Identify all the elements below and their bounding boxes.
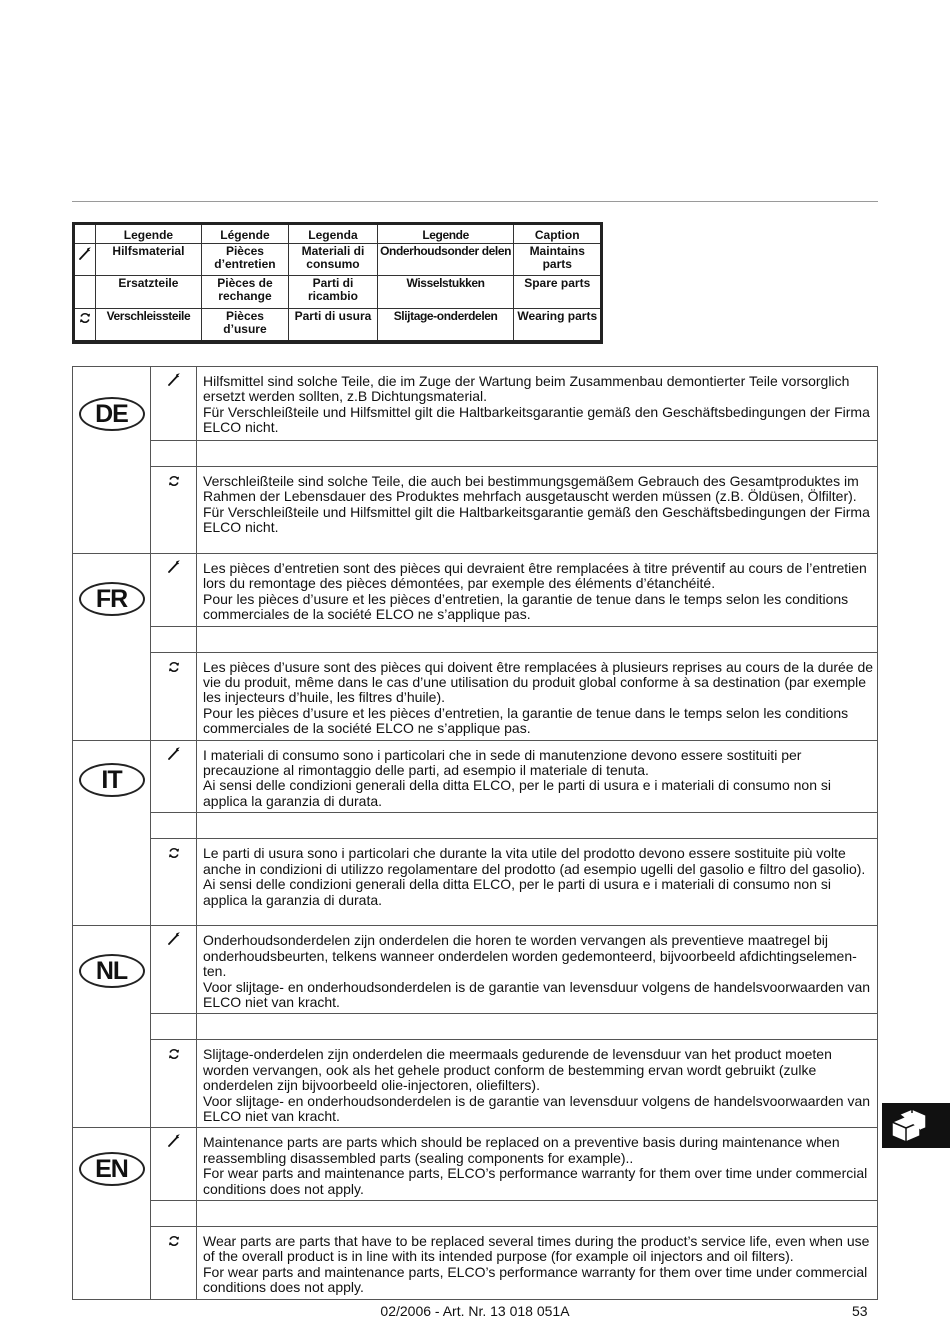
legend-cell: Verschleissteile	[96, 309, 202, 342]
legend-table	[72, 222, 603, 344]
wear-parts-text: Verschleißteile sind solche Teile, die auch bei bestimmungsgemäßem Gebrauch des Gesamtproduktes im Rahmen der Lebensdauer des Produktes mehrfach ausgetauscht werden müssen (z.B. Öldüsen, Ölfilter). Für Verschleißteile und Hilfsmittel gilt die Haltbarkeitsgarantie gemäß den Geschäftsbedingungen der Firma ELCO nicht.	[197, 467, 878, 554]
legend-row-maintenance	[74, 244, 602, 276]
empty-text-cell	[197, 813, 878, 839]
legend-cell: Pièces d’entretien	[201, 244, 288, 276]
legend-cell: Wisselstukken	[377, 276, 514, 309]
legend-header: Legenda	[289, 224, 378, 244]
legend-cell: Maintains parts	[514, 244, 602, 276]
maintenance-parts-text: Hilfsmittel sind solche Teile, die im Zuge der Wartung beim Zusammenbau demontierter Teile vorsorglich ersetzt werden sollten, z.B Dichtungsmaterial. Für Verschleißteile und Hilfsmittel gilt die Haltbarkeitsgarantie gemäß den Geschäftsbedingungen der Firma ELCO nicht.	[197, 367, 878, 441]
legend-icon-cell	[74, 309, 96, 342]
wrench-icon	[167, 746, 181, 760]
legend-header: Caption	[514, 224, 602, 244]
section-row-maintenance	[73, 1128, 878, 1201]
section-row-spare	[73, 813, 878, 839]
section-row-wear	[73, 1226, 878, 1299]
language-badge: FR	[79, 582, 145, 616]
cycle-icon	[167, 1047, 181, 1061]
section-row-maintenance	[73, 740, 878, 813]
section-row-spare	[73, 441, 878, 467]
legend-header: Legende	[377, 224, 514, 244]
wrench-icon	[78, 246, 92, 260]
icon-cell	[151, 1040, 197, 1128]
icon-cell	[151, 1128, 197, 1201]
section-row-maintenance	[73, 926, 878, 1014]
maintenance-parts-text: I materiali di consumo sono i particolari che in sede di manutenzione devono essere sostituiti per precauzione al rimontaggio delle parti, ad esempio il materiale di tenuta. Ai sensi delle condizioni generali della ditta ELCO, per le parti di usura e i materiali di consumo non si applica la garanzia di durata.	[197, 740, 878, 813]
legend-cell: Onderhoudsonder delen	[377, 244, 514, 276]
legend-cell: Pièces d’usure	[201, 309, 288, 342]
language-cell	[73, 367, 151, 554]
legend-cell: Materiali di consumo	[289, 244, 378, 276]
icon-cell	[151, 367, 197, 441]
wear-parts-text: Le parti di usura sono i particolari che durante la vita utile del prodotto devono essere sostituite più volte anche in condizioni di utilizzo regolamentare del prodotto (ad esempio ugelli del gasolio e filtro del gasolio). Ai sensi delle condizioni generali della ditta ELCO, per le parti di usura e i materiali di consumo non si applica la garanzia di durata.	[197, 839, 878, 926]
legend-header-row	[74, 224, 602, 244]
language-cell	[73, 740, 151, 926]
legend-icon-cell	[74, 244, 96, 276]
language-badge: IT	[79, 763, 145, 797]
icon-cell	[151, 740, 197, 813]
icon-cell	[151, 652, 197, 740]
empty-text-cell	[197, 626, 878, 652]
legend-cell: Parti di usura	[289, 309, 378, 342]
icon-cell	[151, 1226, 197, 1299]
legend-row-wear	[74, 309, 602, 342]
wear-parts-text: Les pièces d’usure sont des pièces qui doivent être remplacées à plusieurs reprises au cours de la durée de vie du produit, même dans le cas d’une utilisation du produit global conforme à sa destination (par exemple les injecteurs d’huile, les filtres d’huile). Pour les pièces d’usure et les pièces d’entretien, la garantie de tenue dans le temps selon les conditions commerciales de la société ELCO ne s’applique pas.	[197, 652, 878, 740]
icon-cell	[151, 839, 197, 926]
language-cell	[73, 554, 151, 741]
icon-cell	[151, 626, 197, 652]
language-badge: EN	[79, 1152, 145, 1186]
section-row-wear	[73, 652, 878, 740]
language-cell	[73, 1128, 151, 1299]
legend-icon-header	[74, 224, 96, 244]
icon-cell	[151, 554, 197, 627]
section-row-spare	[73, 626, 878, 652]
legend-row-spare	[74, 276, 602, 309]
cycle-icon	[167, 474, 181, 488]
maintenance-parts-text: Onderhoudsonderdelen zijn onderdelen die horen te worden vervangen als preventieve maatregel bij onderhoudsbeurten, telkens wanneer onderdelen worden gedemonteerd, bijvoorbeeld afdichtingselemen-ten. Voor slijtage- en onderhoudsonderdelen is de garantie van levensduur volgens de handelsvoorwaarden van ELCO niet van kracht.	[197, 926, 878, 1014]
legend-header: Legende	[96, 224, 202, 244]
wear-parts-text: Wear parts are parts that have to be replaced several times during the product’s service life, even when use of the overall product is in line with its intended purpose (for example oil injectors and oil filters). For wear parts and maintenance parts, ELCO’s performance warranty for them over time under commercial conditions does not apply.	[197, 1226, 878, 1299]
wrench-icon	[167, 559, 181, 573]
legend-cell: Pièces de rechange	[201, 276, 288, 309]
cycle-icon	[78, 311, 92, 325]
wrench-icon	[167, 1133, 181, 1147]
wear-parts-text: Slijtage-onderdelen zijn onderdelen die meermaals gedurende de levensduur van het product moeten worden vervangen, ook als het gehele product conform de bestemming ervan wordt gebruikt (zulke onderdelen zijn bijvoorbeeld olie-injectoren, oliefilters). Voor slijtage- en onderhoudsonderdelen is de garantie van levensduur volgens de handelsvoorwaarden van ELCO niet van kracht.	[197, 1040, 878, 1128]
section-row-wear	[73, 839, 878, 926]
footer-reference: 02/2006 - Art. Nr. 13 018 051A	[380, 1303, 570, 1319]
legend-header: Légende	[201, 224, 288, 244]
section-row-wear	[73, 1040, 878, 1128]
legend-cell: Slijtage-onderdelen	[377, 309, 514, 342]
legend-cell: Hilfsmaterial	[96, 244, 202, 276]
icon-cell	[151, 467, 197, 554]
legend-cell: Wearing parts	[514, 309, 602, 342]
cycle-icon	[167, 660, 181, 674]
section-row-wear	[73, 467, 878, 554]
legend-cell: Spare parts	[514, 276, 602, 309]
icon-cell	[151, 926, 197, 1014]
empty-text-cell	[197, 1014, 878, 1040]
section-row-maintenance	[73, 367, 878, 441]
cycle-icon	[167, 1234, 181, 1248]
section-tab	[882, 1103, 950, 1148]
language-cell	[73, 926, 151, 1128]
wrench-icon	[167, 372, 181, 386]
icon-cell	[151, 441, 197, 467]
section-row-spare	[73, 1200, 878, 1226]
parts-boxes-icon	[888, 1108, 932, 1144]
language-badge: NL	[79, 954, 145, 988]
cycle-icon	[167, 846, 181, 860]
icon-cell	[151, 1014, 197, 1040]
empty-text-cell	[197, 441, 878, 467]
wrench-icon	[167, 931, 181, 945]
maintenance-parts-text: Maintenance parts are parts which should be replaced on a preventive basis during maintenance when reassembling disassembled parts (sealing components for example).. For wear parts and maintenance parts, ELCO’s performance warranty for them over time under commercial conditions does not apply.	[197, 1128, 878, 1201]
top-rule	[72, 201, 878, 202]
page-number: 53	[852, 1303, 868, 1319]
legend-cell: Ersatzteile	[96, 276, 202, 309]
parts-definition-table	[72, 366, 878, 1300]
language-badge: DE	[79, 397, 145, 431]
icon-cell	[151, 1200, 197, 1226]
maintenance-parts-text: Les pièces d’entretien sont des pièces qui devraient être remplacées à titre préventif au cours de l’entretien lors du remontage des pièces démontées, par exemple des éléments d’étanchéité. Pour les pièces d’usure et les pièces d’entretien, la garantie de tenue dans le temps selon les conditions commerciales de la société ELCO ne s’applique pas.	[197, 554, 878, 627]
legend-icon-cell	[74, 276, 96, 309]
icon-cell	[151, 813, 197, 839]
legend-cell: Parti di ricambio	[289, 276, 378, 309]
empty-text-cell	[197, 1200, 878, 1226]
section-row-maintenance	[73, 554, 878, 627]
section-row-spare	[73, 1014, 878, 1040]
